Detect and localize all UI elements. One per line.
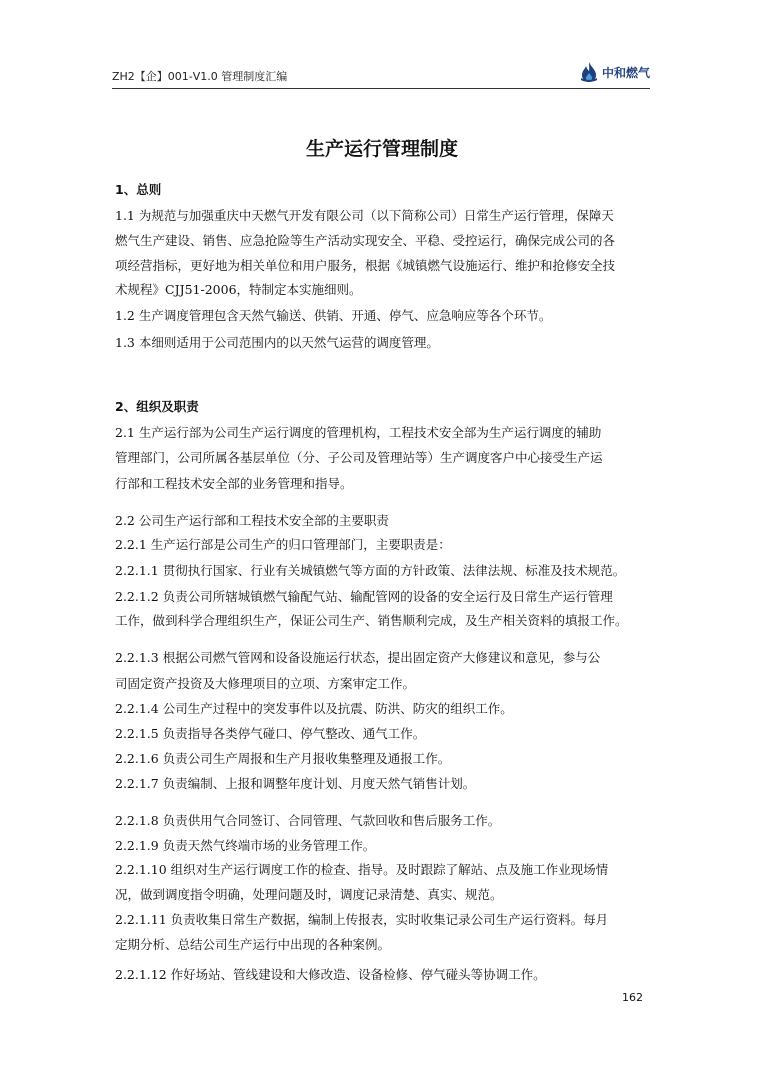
text-line: 燃气生产建设、销售、应急抢险等生产活动实现安全、平稳、受控运行，确保完成公司的各 [115,233,616,248]
text-line: 行部和工程技术安全部的业务管理和指导。 [115,476,353,491]
flame-logo-icon [579,61,599,83]
section-heading: 1、总则 [115,182,162,197]
text-line: 2.2.1 生产运行部是公司生产的归口管理部门，主要职责是： [115,537,451,552]
text-line: 2.2.1.1 贯彻执行国家、行业有关城镇燃气等方面的方针政策、法律法规、标准及技术规范。 [115,563,626,578]
text-line: 术规程》CJJ51-2006，特制定本实施细则。 [115,282,362,297]
text-line: 2.1 生产运行部为公司生产运行调度的管理机构，工程技术安全部为生产运行调度的辅助 [115,425,602,440]
text-line: 1.3 本细则适用于公司范围内的以天然气运营的调度管理。 [115,335,439,350]
text-line: 2.2.1.2 负责公司所辖城镇燃气输配气站、输配管网的设备的安全运行及日常生产运行管理 [115,589,613,604]
company-logo [579,60,650,84]
text-line: 项经营指标，更好地为相关单位和用户服务，根据《城镇燃气设施运行、维护和抢修安全技 [115,258,616,273]
text-line: 2.2.1.9 负责天然气终端市场的业务管理工作。 [115,838,376,853]
text-line: 2.2.1.4 公司生产过程中的突发事件以及抗震、防洪、防灾的组织工作。 [115,701,513,716]
text-line: 1.2 生产调度管理包含天然气输送、供销、开通、停气、应急响应等各个环节。 [115,308,552,323]
text-line: 工作，做到科学合理组织生产，保证公司生产、销售顺利完成，及生产相关资料的填报工作。 [115,613,628,628]
text-line: 2.2.1.11 负责收集日常生产数据，编制上传报表，实时收集记录公司生产运行资料。每月 [115,912,609,927]
logo-text: 中和燃气 [601,65,650,80]
header-divider [112,88,650,89]
page-number: 162 [622,991,643,1004]
text-line: 2.2 公司生产运行部和工程技术安全部的主要职责 [115,513,389,528]
text-line: 2.2.1.12 作好场站、管线建设和大修改造、设备检修、停气碰头等协调工作。 [115,967,546,982]
text-line: 2.2.1.7 负责编制、上报和调整年度计划、月度天然气销售计划。 [115,776,476,791]
page-header [112,58,650,88]
text-line: 2.2.1.6 负责公司生产周报和生产月报收集整理及通报工作。 [115,751,451,766]
text-line: 况，做到调度指令明确，处理问题及时，调度记录清楚、真实、规范。 [115,887,503,902]
page-title: 生产运行管理制度 [305,138,458,160]
text-line: 管理部门，公司所属各基层单位（分、子公司及管理站等）生产调度客户中心接受生产运 [115,450,603,465]
section-heading: 2、组织及职责 [115,399,199,414]
header-title: ZH2【企】001-V1.0 管理制度汇编 [112,70,288,83]
text-line: 定期分析、总结公司生产运行中出现的各种案例。 [115,937,391,952]
text-line: 2.2.1.3 根据公司燃气管网和设备设施运行状态，提出固定资产大修建议和意见，参与公 [115,650,601,665]
text-line: 2.2.1.8 负责供用气合同签订、合同管理、气款回收和售后服务工作。 [115,813,501,828]
text-line: 2.2.1.5 负责指导各类停气碰口、停气整改、通气工作。 [115,726,426,741]
text-line: 司固定资产投资及大修理项目的立项、方案审定工作。 [115,676,416,691]
text-line: 1.1 为规范与加强重庆中天燃气开发有限公司（以下简称公司）日常生产运行管理，保障天 [115,208,614,223]
text-line: 2.2.1.10 组织对生产运行调度工作的检查、指导。及时跟踪了解站、点及施工作业现场情 [115,862,609,877]
